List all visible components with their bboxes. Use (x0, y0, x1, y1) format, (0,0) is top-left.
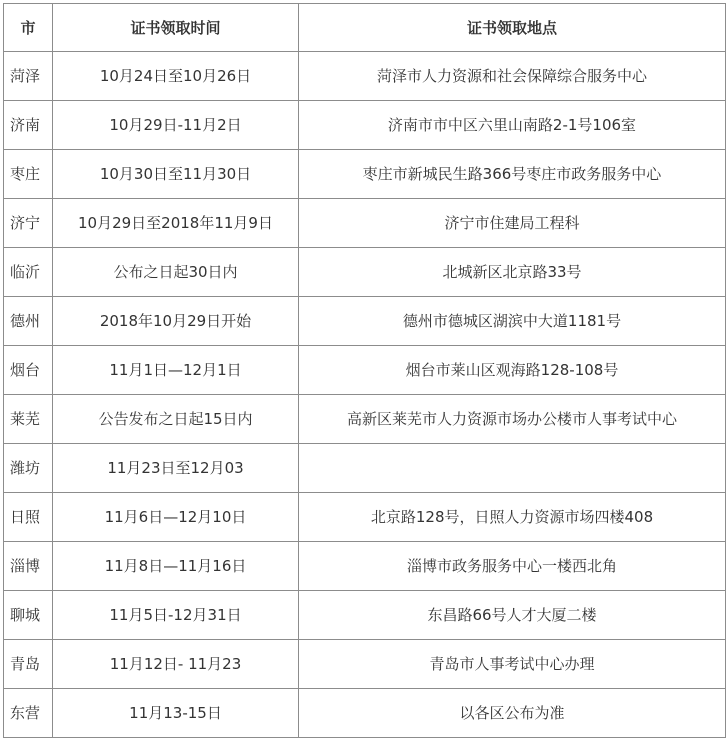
time-cell: 11月12日- 11月23 (53, 640, 299, 689)
city-cell: 菏泽 (4, 52, 53, 101)
city-cell: 淄博 (4, 542, 53, 591)
city-cell: 莱芜 (4, 395, 53, 444)
city-cell: 德州 (4, 297, 53, 346)
city-cell: 枣庄 (4, 150, 53, 199)
table-row (4, 52, 726, 101)
place-cell: 东昌路66号人才大厦二楼 (299, 591, 726, 640)
place-cell: 烟台市莱山区观海路128-108号 (299, 346, 726, 395)
time-cell: 10月29日-11月2日 (53, 101, 299, 150)
place-cell: 高新区莱芜市人力资源市场办公楼市人事考试中心 (299, 395, 726, 444)
time-cell: 11月23日至12月03 (53, 444, 299, 493)
city-cell: 济南 (4, 101, 53, 150)
header-time: 证书领取时间 (53, 4, 299, 52)
time-cell: 公告发布之日起15日内 (53, 395, 299, 444)
place-cell: 青岛市人事考试中心办理 (299, 640, 726, 689)
place-cell: 以各区公布为准 (299, 689, 726, 738)
table-row (4, 395, 726, 444)
table-body (4, 52, 726, 738)
table-row (4, 346, 726, 395)
time-cell: 11月6日—12月10日 (53, 493, 299, 542)
city-cell: 聊城 (4, 591, 53, 640)
header-place: 证书领取地点 (299, 4, 726, 52)
time-cell: 10月30日至11月30日 (53, 150, 299, 199)
place-cell: 济南市市中区六里山南路2-1号106室 (299, 101, 726, 150)
time-cell: 10月24日至10月26日 (53, 52, 299, 101)
time-cell: 11月1日—12月1日 (53, 346, 299, 395)
table-row (4, 444, 726, 493)
time-cell: 2018年10月29日开始 (53, 297, 299, 346)
certificate-collection-table (3, 3, 726, 738)
header-row (4, 4, 726, 52)
place-cell (299, 444, 726, 493)
table-row (4, 542, 726, 591)
table-row (4, 591, 726, 640)
city-cell: 日照 (4, 493, 53, 542)
city-cell: 东营 (4, 689, 53, 738)
place-cell: 北京路128号，日照人力资源市场四楼408 (299, 493, 726, 542)
time-cell: 11月5日-12月31日 (53, 591, 299, 640)
city-cell: 烟台 (4, 346, 53, 395)
table-row (4, 101, 726, 150)
time-cell: 11月8日—11月16日 (53, 542, 299, 591)
table-row (4, 493, 726, 542)
table-row (4, 640, 726, 689)
place-cell: 菏泽市人力资源和社会保障综合服务中心 (299, 52, 726, 101)
time-cell: 公布之日起30日内 (53, 248, 299, 297)
header-city: 市 (4, 4, 53, 52)
table-row (4, 689, 726, 738)
table-row (4, 248, 726, 297)
time-cell: 10月29日至2018年11月9日 (53, 199, 299, 248)
city-cell: 潍坊 (4, 444, 53, 493)
city-cell: 青岛 (4, 640, 53, 689)
table-row (4, 199, 726, 248)
city-cell: 济宁 (4, 199, 53, 248)
table-row (4, 150, 726, 199)
time-cell: 11月13-15日 (53, 689, 299, 738)
table-row (4, 297, 726, 346)
table-header (4, 4, 726, 52)
place-cell: 淄博市政务服务中心一楼西北角 (299, 542, 726, 591)
place-cell: 德州市德城区湖滨中大道1181号 (299, 297, 726, 346)
place-cell: 济宁市住建局工程科 (299, 199, 726, 248)
place-cell: 枣庄市新城民生路366号枣庄市政务服务中心 (299, 150, 726, 199)
place-cell: 北城新区北京路33号 (299, 248, 726, 297)
city-cell: 临沂 (4, 248, 53, 297)
